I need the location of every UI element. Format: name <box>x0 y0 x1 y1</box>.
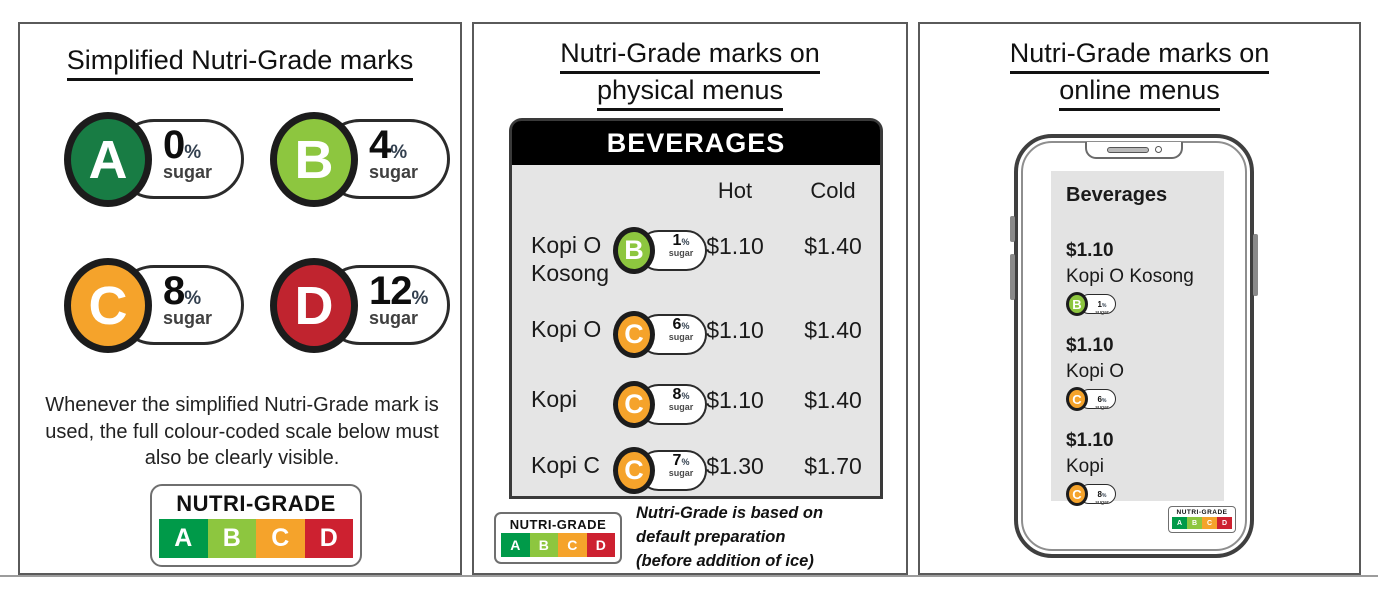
sugar-value: 12 <box>369 269 412 313</box>
camera-icon <box>1155 146 1162 153</box>
sugar-label: sugar <box>369 162 419 182</box>
sugar-value: 6 <box>672 316 682 333</box>
sugar-value: 8 <box>163 269 185 313</box>
price-hot: $1.10 <box>706 387 764 413</box>
scale-segment-d: D <box>305 519 354 558</box>
item-name: Kopi O <box>531 316 602 342</box>
scale-title: NUTRI-GRADE <box>1176 509 1228 516</box>
price-cold: $1.40 <box>804 387 862 413</box>
item-grade-badge <box>1066 292 1118 316</box>
scale-segment-d: D <box>1217 517 1232 529</box>
grade-letter-circle: B <box>613 227 655 274</box>
grade-letter-circle: C <box>64 258 152 353</box>
badge-sugar-info <box>1090 295 1114 316</box>
power-button <box>1253 234 1258 296</box>
panel-title <box>474 37 906 111</box>
grade-letter-circle: B <box>270 112 358 207</box>
phone-mockup <box>1014 134 1254 558</box>
footnote-line: default preparation <box>636 527 786 546</box>
phone-screen <box>1051 171 1224 506</box>
panel-simplified-marks <box>18 22 462 575</box>
panel-title-line2: physical menus <box>597 74 783 111</box>
sugar-label: sugar <box>668 332 694 342</box>
panel-title-text: Simplified Nutri-Grade marks <box>67 44 414 81</box>
panel-online-menus <box>918 22 1361 575</box>
sugar-value: 8 <box>672 386 682 403</box>
volume-up-button <box>1010 216 1015 242</box>
sugar-value: 0 <box>163 123 185 167</box>
bottom-divider <box>0 575 1378 577</box>
percent-sign: % <box>184 288 202 309</box>
footnote-line: Nutri-Grade is based on <box>636 504 824 522</box>
column-header-hot: Hot <box>717 178 753 203</box>
nutrigrade-scale-large <box>150 484 362 567</box>
item-grade-badge <box>1066 387 1118 411</box>
price-hot: $1.10 <box>706 317 764 343</box>
sugar-label: sugar <box>668 248 694 258</box>
scale-segment-c: C <box>1202 517 1217 529</box>
badge-sugar-info <box>163 271 212 327</box>
item-price: $1.10 <box>1066 430 1114 451</box>
speaker-icon <box>1107 147 1149 153</box>
scale-bar <box>501 533 615 557</box>
sugar-label: sugar <box>668 402 694 412</box>
badge-sugar-info <box>660 317 702 342</box>
sugar-value: 1 <box>672 232 682 249</box>
scale-segment-d: D <box>587 533 616 557</box>
item-name: Kopi <box>1066 456 1105 477</box>
grade-letter-circle: C <box>1066 387 1088 411</box>
badge-sugar-info <box>660 453 702 478</box>
grade-letter-circle: C <box>613 311 655 358</box>
phone-notch <box>1085 142 1183 159</box>
badge-sugar-info <box>369 125 418 181</box>
menu-item <box>1066 240 1209 316</box>
item-name: Kopi O Kosong <box>1066 266 1194 287</box>
sugar-label: sugar <box>163 162 213 182</box>
percent-sign: % <box>681 391 690 401</box>
scale-segment-c: C <box>558 533 587 557</box>
volume-down-button <box>1010 254 1015 300</box>
sugar-value: 8 <box>1097 490 1102 499</box>
sugar-value: 7 <box>672 452 682 469</box>
badge-sugar-info <box>1090 390 1114 411</box>
nutrigrade-scale-small <box>1168 506 1236 533</box>
percent-sign: % <box>390 142 408 163</box>
price-cold: $1.70 <box>804 453 862 479</box>
grade-badge-b <box>270 112 460 208</box>
price-cold: $1.40 <box>804 233 862 259</box>
menu-card <box>509 118 883 499</box>
usage-note: Whenever the simplified Nutri-Grade mark is used, the full colour-coded scale below must also be clearly visible. <box>45 394 439 470</box>
menu-item <box>1066 335 1209 411</box>
footnote-line: (before addition of ice) <box>636 551 814 570</box>
item-grade-badge <box>1066 482 1118 506</box>
price-cold: $1.40 <box>804 317 862 343</box>
percent-sign: % <box>681 237 690 247</box>
badge-sugar-info <box>369 271 428 327</box>
grade-badge-c <box>64 258 254 354</box>
badge-sugar-info <box>163 125 212 181</box>
sugar-label: sugar <box>1095 500 1109 506</box>
price-hot: $1.30 <box>706 453 764 479</box>
grade-letter-circle: C <box>1066 482 1088 506</box>
sugar-label: sugar <box>1095 310 1109 316</box>
scale-segment-c: C <box>256 519 305 558</box>
panel-title-line2: online menus <box>1059 74 1220 111</box>
sugar-label: sugar <box>163 308 213 328</box>
badge-sugar-info <box>660 387 702 412</box>
sugar-label: sugar <box>369 308 419 328</box>
panel-title <box>20 44 460 81</box>
panel-title-line1: Nutri-Grade marks on <box>560 37 820 74</box>
panel-title <box>920 37 1359 111</box>
item-grade-badge <box>613 381 711 428</box>
sugar-value: 6 <box>1097 395 1102 404</box>
item-name: Kopi O Kosong <box>531 232 610 287</box>
scale-segment-a: A <box>1172 517 1187 529</box>
scale-segment-b: B <box>530 533 559 557</box>
column-header-cold: Cold <box>810 178 856 203</box>
menu-row <box>512 225 880 309</box>
item-grade-badge <box>613 311 711 358</box>
menu-header: BEVERAGES <box>512 121 880 165</box>
menu-item <box>1066 430 1209 506</box>
percent-sign: % <box>1102 398 1107 404</box>
item-grade-badge <box>613 227 711 274</box>
grade-badge-d <box>270 258 460 354</box>
scale-bar <box>159 519 353 558</box>
percent-sign: % <box>681 321 690 331</box>
scale-segment-a: A <box>501 533 530 557</box>
preparation-footnote <box>636 502 892 574</box>
scale-segment-a: A <box>159 519 208 558</box>
item-name: Kopi C <box>531 452 601 478</box>
grade-badge-a <box>64 112 254 208</box>
nutrigrade-scale-medium <box>494 512 622 564</box>
price-hot: $1.10 <box>706 233 764 259</box>
grade-letter-circle: B <box>1066 292 1088 316</box>
sugar-value: 4 <box>369 123 391 167</box>
item-name: Kopi <box>531 386 578 412</box>
grade-letter-circle: D <box>270 258 358 353</box>
grade-letter-circle: C <box>613 447 655 494</box>
grade-letter-circle: A <box>64 112 152 207</box>
percent-sign: % <box>681 457 690 467</box>
badge-sugar-info <box>1090 485 1114 506</box>
item-price: $1.10 <box>1066 335 1114 356</box>
item-grade-badge <box>613 447 711 494</box>
screen-title: Beverages <box>1066 184 1168 206</box>
badge-sugar-info <box>660 233 702 258</box>
sugar-value: 1 <box>1097 300 1102 309</box>
grade-letter-circle: C <box>613 381 655 428</box>
panel-title-line1: Nutri-Grade marks on <box>1010 37 1270 74</box>
percent-sign: % <box>184 142 202 163</box>
scale-segment-b: B <box>208 519 257 558</box>
scale-title: NUTRI-GRADE <box>509 517 607 532</box>
scale-title: NUTRI-GRADE <box>176 491 336 516</box>
sugar-label: sugar <box>668 468 694 478</box>
sugar-label: sugar <box>1095 405 1109 411</box>
panel-physical-menus <box>472 22 908 575</box>
percent-sign: % <box>1102 303 1107 309</box>
scale-bar <box>1172 517 1232 529</box>
item-name: Kopi O <box>1066 361 1125 382</box>
scale-segment-b: B <box>1187 517 1202 529</box>
percent-sign: % <box>1102 493 1107 499</box>
percent-sign: % <box>411 288 429 309</box>
item-price: $1.10 <box>1066 240 1114 261</box>
